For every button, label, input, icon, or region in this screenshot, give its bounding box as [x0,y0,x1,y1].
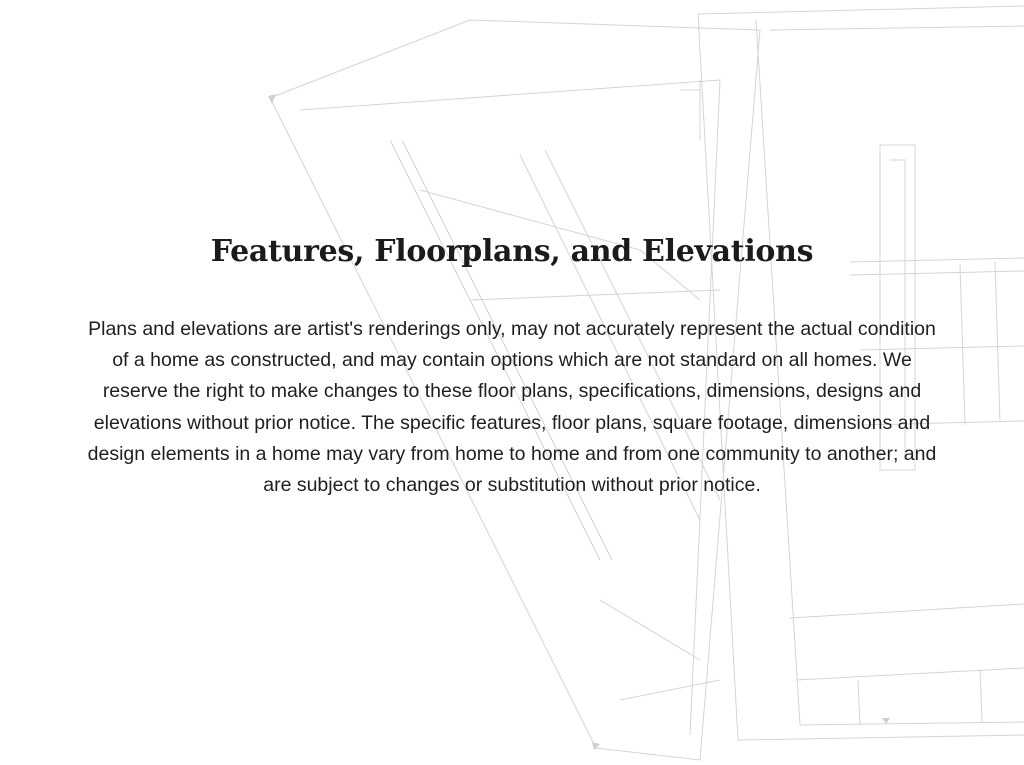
disclaimer-text: Plans and elevations are artist's renderings only, may not accurately represent the actual condition of a home as constructed, and may contain options which are not standard on all homes. We reserve the right to make changes to these floor plans, specifications, dimensions, designs and elevations without prior notice. The specific features, floor plans, square footage, dimensions and design elements in a home may vary from home to home and from one community to another; and are subject to changes or substitution without prior notice. [87,318,937,497]
page-title: Features, Floorplans, and Elevations [210,234,814,269]
content-block [80,226,944,501]
